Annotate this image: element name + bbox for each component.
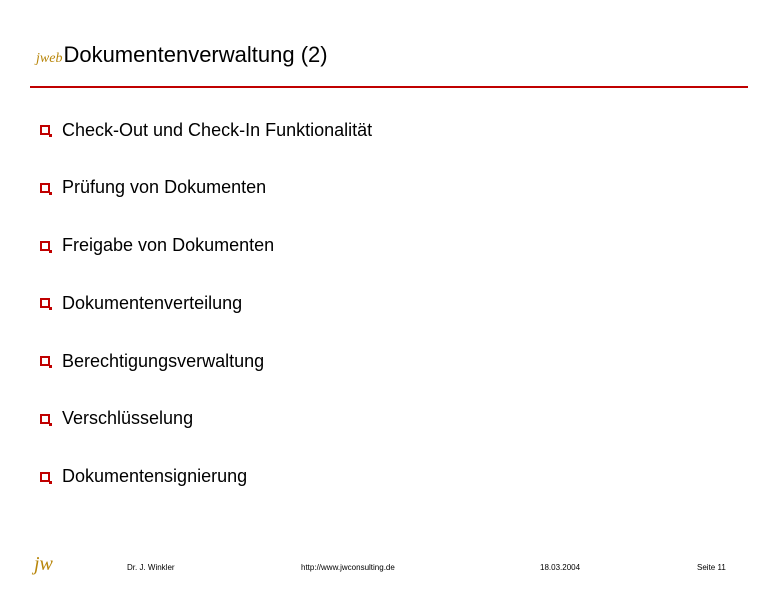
bullet-item: [40, 118, 372, 142]
bullet-item: [40, 349, 372, 373]
bullet-text: Dokumentensignierung: [62, 466, 248, 487]
square-bullet-icon: [40, 298, 50, 308]
square-bullet-icon: [40, 241, 50, 251]
slide-header: [36, 42, 328, 68]
footer-author: Dr. J. Winkler: [127, 563, 175, 572]
bullet-text: Check-Out und Check-In Funktionalität: [62, 119, 373, 140]
square-bullet-icon: [40, 183, 50, 193]
bullet-text: Freigabe von Dokumenten: [62, 235, 275, 256]
square-bullet-icon: [40, 414, 50, 424]
bullet-list: [40, 118, 372, 523]
bullet-item: [40, 176, 372, 200]
title-divider: [30, 86, 748, 88]
slide-title: Dokumentenverwaltung (2): [63, 42, 328, 67]
square-bullet-icon: [40, 472, 50, 482]
bullet-text: Dokumentenverteilung: [62, 292, 243, 313]
square-bullet-icon: [40, 356, 50, 366]
bullet-text: Verschlüsselung: [62, 408, 194, 429]
bullet-item: [40, 465, 372, 489]
bullet-item: [40, 291, 372, 315]
slide-footer: [0, 553, 780, 583]
bullet-text: Berechtigungsverwaltung: [62, 350, 265, 371]
footer-url: http://www.jwconsulting.de: [301, 563, 395, 572]
square-bullet-icon: [40, 125, 50, 135]
footer-page-number: Seite 11: [697, 563, 726, 572]
bullet-item: [40, 234, 372, 258]
bullet-item: [40, 407, 372, 431]
bullet-text: Prüfung von Dokumenten: [62, 177, 267, 198]
jw-logo: jw: [34, 553, 53, 575]
footer-date: 18.03.2004: [540, 563, 581, 572]
jweb-logo: jweb: [36, 51, 63, 66]
